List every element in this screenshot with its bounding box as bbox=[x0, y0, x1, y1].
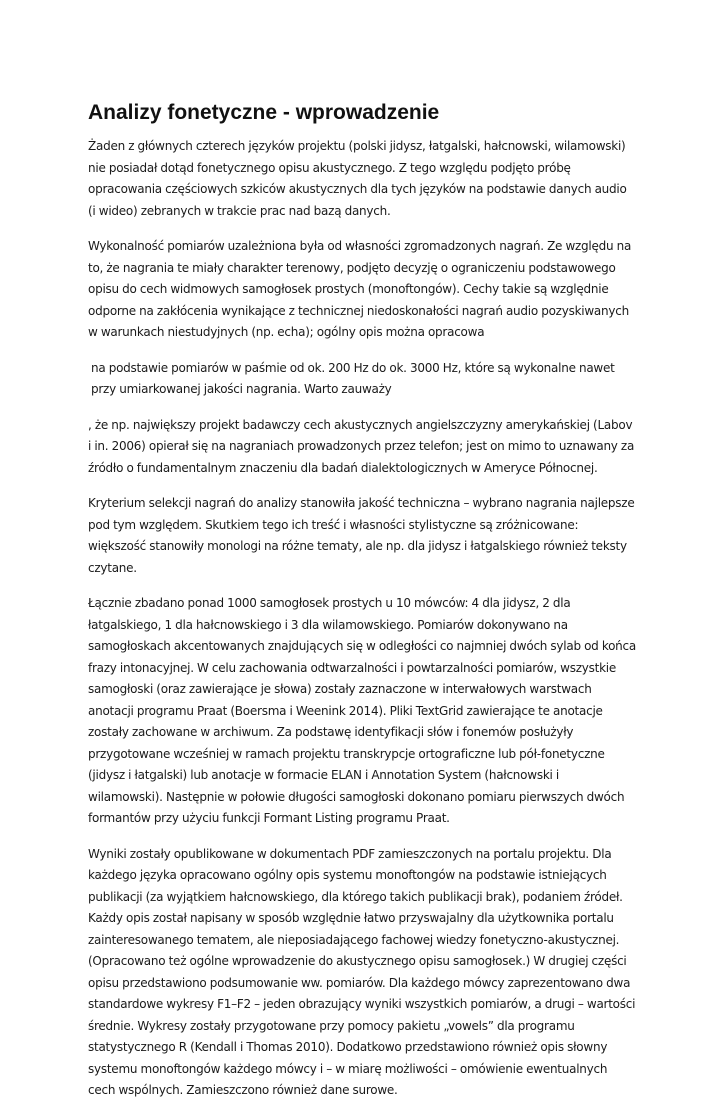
paragraph-labov-example: , że np. największy projekt badawczy cech akustycznych angielszczyzny amerykańskiej (Labov i in. 2006) opierał się na nagraniach prowadzonych przez telefon; jest on mimo to uznawany za źródło o fundamentalnym znaczeniu dla badań dialektologicznych w Ameryce Północnej. bbox=[88, 417, 635, 475]
paragraph-results: Wyniki zostały opublikowane w dokumentach PDF zamieszczonych na portalu projektu. Dla każdego języka opracowano ogólny opis systemu monoftongów na podstawie istniejących publikacji (za wyjątkiem hałcnowskiego, dla którego takich publikacji brak), podaniem źródeł. Każdy opis został napisany w sposób względnie łatwo przyswajalny dla użytkownika portalu zainteresowanego tematem, ale nieposiadającego fachowej wiedzy fonetyczno-akustycznej. (Opracowano też ogólne wprowadzenie do akustycznego opisu samogłosek.) W drugiej części opisu przedstawiono podsumowanie ww. pomiarów. Dla każdego mówcy zaprezentowano dwa standardowe wykresy F1–F2 – jeden obrazujący wyniki wszystkich pomiarów, a drugi – wartości średnie. Wykresy zostały przygotowane przy pomocy pakietu „vowels” dla programu statystycznego R (Kendall i Thomas 2010). Dodatkowo przedstawiono również opis słowny systemu monoftongów każdego mówcy i – w miarę możliwości – omówienie ewentualnych cech wspólnych. Zamieszczono również dane surowe. bbox=[88, 846, 636, 1097]
paragraph-selection-criteria: Kryterium selekcji nagrań do analizy stanowiła jakość techniczna – wybrano nagrania najlepsze pod tym względem. Skutkiem tego ich treść i własności stylistyczne są zróżnicowane: większość stanowiły monologi na różne tematy, ale np. dla jidysz i łatgalskiego również teksty czytane. bbox=[88, 496, 635, 575]
paragraph-methodology: Łącznie zbadano ponad 1000 samogłosek prostych u 10 mówców: 4 dla jidysz, 2 dla łatgalskiego, 1 dla hałcnowskiego i 3 dla wilamowskiego. Pomiarów dokonywano na samogłoskach akcentowanych znajdujących się w odległości co najmniej dwóch sylab od końca frazy intonacyjnej. W celu zachowania odtwarzalności i powtarzalności pomiarów, wszystkie samogłoski (oraz zawierające je słowa) zostały zaznaczone w interwałowych warstwach anotacji programu Praat (Boersma i Weenink 2014). Pliki TextGrid zawierające te anotacje zostały zachowane w archiwum. Za podstawę identyfikacji słów i fonemów posłużyły przygotowane wcześniej w ramach projektu transkrypcje ortograficzne lub pół-fonetyczne (jidysz i łatgalski) lub anotacje w formacie ELAN i Annotation System (hałcnowski i wilamowski). Następnie w połowie długości samogłoski dokonano pomiaru pierwszych dwóch formantów przy użyciu funkcji Formant Listing programu Praat. bbox=[88, 596, 636, 825]
document-page bbox=[88, 100, 636, 1116]
paragraph-measurement-feasibility: Wykonalność pomiarów uzależniona była od własności zgromadzonych nagrań. Ze względu na to, że nagrania te miały charakter terenowy, podjęto decyzję o ograniczeniu podstawowego opisu do cech widmowych samogłosek prostych (monoftongów). Cechy takie są względnie odporne na zakłócenia wynikające z technicznej niedoskonałości nagrań audio pozyskiwanych w warunkach niestudyjnych (np. echa); ogólny opis można opracowa bbox=[88, 239, 632, 339]
document-title: Analizy fonetyczne - wprowadzenie bbox=[88, 101, 440, 124]
paragraph-intro: Żaden z głównych czterech języków projektu (polski jidysz, łatgalski, hałcnowski, wilamowski) nie posiadał dotąd fonetycznego opisu akustycznego. Z tego względu podjęto próbę opracowania częściowych szkiców akustycznych dla tych języków na podstawie danych audio (i wideo) zebranych w trakcie prac nad bazą danych. bbox=[88, 139, 627, 218]
paragraph-frequency-band: na podstawie pomiarów w paśmie od ok. 200 Hz do ok. 3000 Hz, które są wykonalne nawet przy umiarkowanej jakości nagrania. Warto zauważy bbox=[91, 360, 615, 396]
